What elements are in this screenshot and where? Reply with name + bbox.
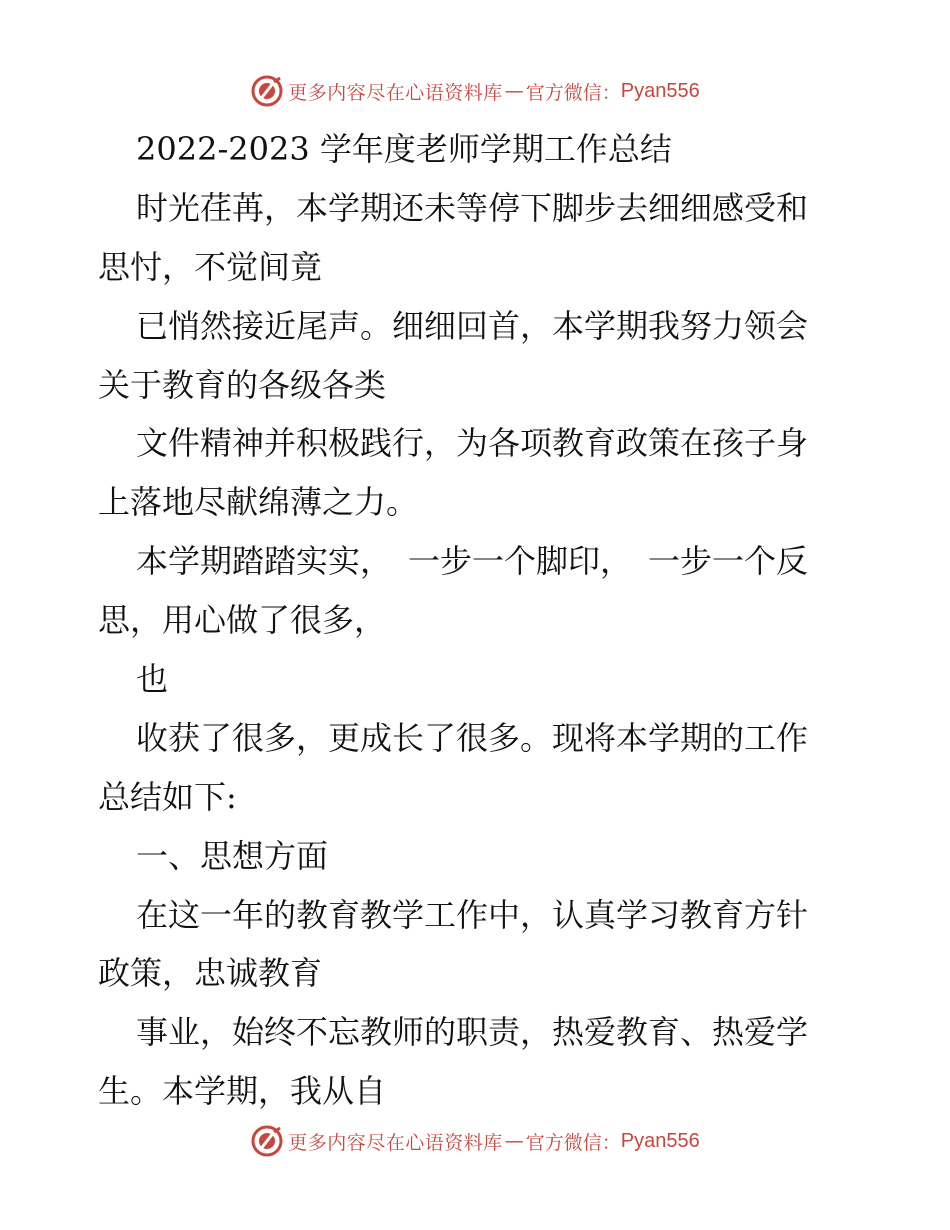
wechat-label: 官方微信： (525, 81, 621, 104)
section-heading: 一、思想方面 (136, 836, 329, 875)
banner-text: 更多内容尽在心语资料库 (288, 81, 503, 104)
text-line: 关于教育的各级各类 (98, 365, 387, 404)
text-line: 生。本学期，我从自 (98, 1072, 387, 1111)
text-line: 在这一年的教育教学工作中，认真学习教育方针 (136, 895, 809, 934)
document-title: 2022-2023 学年度老师学期工作总结 (136, 130, 672, 168)
banner-separator: — (504, 80, 524, 102)
text-line: 事业，始终不忘教师的职责，热爱教育、热爱学 (136, 1013, 809, 1052)
text-line: 也 (136, 660, 169, 699)
wechat-id: Pyan556 (620, 79, 700, 102)
text-line: 本学期踏踏实实， 一步一个脚印， 一步一个反 (136, 542, 809, 581)
banner-separator: — (504, 1130, 524, 1152)
logo-icon (250, 74, 284, 108)
wechat-id: Pyan556 (620, 1129, 700, 1152)
text-line: 已悄然接近尾声。细细回首，本学期我努力领会 (136, 306, 809, 345)
footer-banner (0, 1121, 950, 1161)
text-line: 时光荏苒，本学期还未等停下脚步去细细感受和 (136, 188, 809, 227)
document-body (98, 120, 858, 1121)
banner-text: 更多内容尽在心语资料库 (288, 1131, 503, 1154)
text-line: 上落地尽献绵薄之力。 (98, 483, 419, 522)
text-line: 文件精神并积极践行，为各项教育政策在孩子身 (136, 424, 809, 463)
text-line: 总结如下: (98, 777, 237, 816)
logo-icon (250, 1124, 284, 1158)
text-line: 思忖，不觉间竟 (98, 247, 323, 286)
wechat-label: 官方微信： (525, 1131, 621, 1154)
text-line: 政策，忠诚教育 (98, 954, 323, 993)
header-banner (0, 71, 950, 111)
text-line: 收获了很多，更成长了很多。现将本学期的工作 (136, 718, 809, 757)
text-line: 思，用心做了很多， (98, 601, 387, 640)
